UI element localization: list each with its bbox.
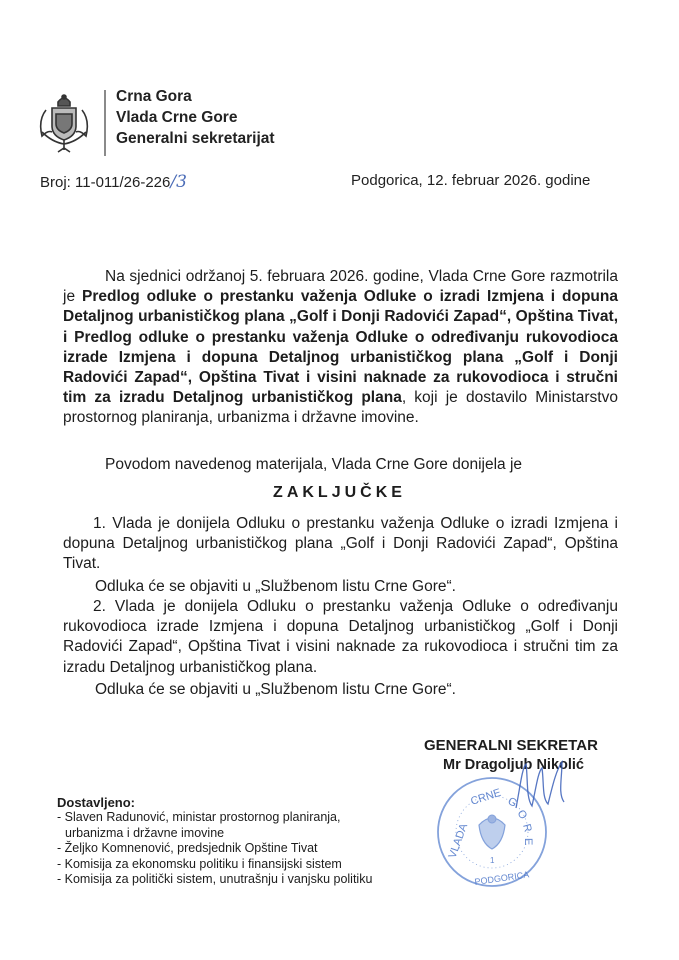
svg-text:PODGORICA: PODGORICA <box>473 869 530 887</box>
intro-text-1: Na sjednici održanoj 5. februara 2026. godine, Vlada Crne Gore razmotrila je <box>63 268 618 306</box>
distribution-item: - Komisija za ekonomsku politiku i finansijski sistem <box>57 856 342 871</box>
distribution-item: - Željko Komnenović, predsjednik Opštine Tivat <box>57 841 318 856</box>
letterhead-office: Generalni sekretarijat <box>116 130 275 147</box>
svg-text:CRNE: CRNE <box>469 786 503 808</box>
letterhead <box>36 86 275 162</box>
intro-text-2: , koji je dostavilo Ministarstvo prostornog planiranja, urbanizma i državne imovine. <box>63 389 618 427</box>
letterhead-country: Crna Gora <box>116 88 192 105</box>
intro-bold-proposals: Predlog odluke o prestanku važenja Odluke o izradi Izmjena i dopuna Detaljnog urbanističkog plana „Golf i Donji Radovići Zapad“, Opština Tivat, i Predlog odluke o prestanku važenja Odluke o određivanju rukovodioca izrade Izmjena i dopuna Detaljnog urbanističkog plana „Golf i Donji Radovići Zapad“, Opština Tivat i visini naknade za rukovodioca i stručni tim za izradu Detaljnog urbanističkog plana <box>63 288 618 407</box>
letterhead-divider <box>104 90 106 156</box>
svg-text:G: G <box>505 795 519 810</box>
distribution-item-continued: urbanizma i državne imovine <box>65 825 225 840</box>
reference-number <box>40 172 187 192</box>
povodom-line: Povodom navedenog materijala, Vlada Crne Gore donijela je <box>105 456 523 473</box>
conclusion-2-publish: Odluka će se objaviti u „Službenom listu Crne Gore“. <box>95 681 456 698</box>
signatory-title: GENERALNI SEKRETAR <box>424 737 598 754</box>
conclusions-heading: ZAKLJUČKE <box>273 484 406 501</box>
svg-text:VLADA: VLADA <box>446 822 471 861</box>
conclusion-1 <box>63 514 618 575</box>
conclusion-2 <box>63 597 618 678</box>
distribution-title: Dostavljeno: <box>57 795 136 810</box>
svg-text:R: R <box>520 822 534 834</box>
handwritten-signature <box>512 758 582 818</box>
coat-of-arms-icon <box>36 92 92 158</box>
distribution-item: - Komisija za politički sistem, unutrašnju i vanjsku politiku <box>57 872 373 887</box>
intro-paragraph <box>63 267 618 429</box>
distribution-list <box>57 795 372 887</box>
svg-text:E: E <box>522 838 534 846</box>
signatory-name: Mr Dragoljub Nikolić <box>443 757 584 773</box>
place-date: Podgorica, 12. februar 2026. godine <box>351 172 591 189</box>
svg-text:O: O <box>514 807 530 822</box>
svg-text:1: 1 <box>490 856 495 865</box>
conclusion-2-text: 2. Vlada je donijela Odluku o prestanku važenja Odluke o određivanju rukovodioca izrade Izmjena i dopuna Detaljnog urbanističkog „Golf i Donji Radovići Zapad“, Opština Tivat i visini naknade za rukovodioca i stručni tim za izradu Detaljnog urbanističkog plana. <box>63 598 618 676</box>
reference-number-text: Broj: 11-011/26-226 <box>40 174 171 191</box>
conclusion-1-publish: Odluka će se objaviti u „Službenom listu Crne Gore“. <box>95 578 456 595</box>
conclusion-1-text: 1. Vlada je donijela Odluku o prestanku važenja Odluke o izradi Izmjena i dopuna Detaljnog urbanističkog plana „Golf i Donji Radovići Zapad“, Opština Tivat. <box>63 515 618 573</box>
letterhead-government: Vlada Crne Gore <box>116 109 238 126</box>
handwritten-suffix: /3 <box>170 172 187 192</box>
distribution-item: - Slaven Radunović, ministar prostornog planiranja, <box>57 810 341 825</box>
